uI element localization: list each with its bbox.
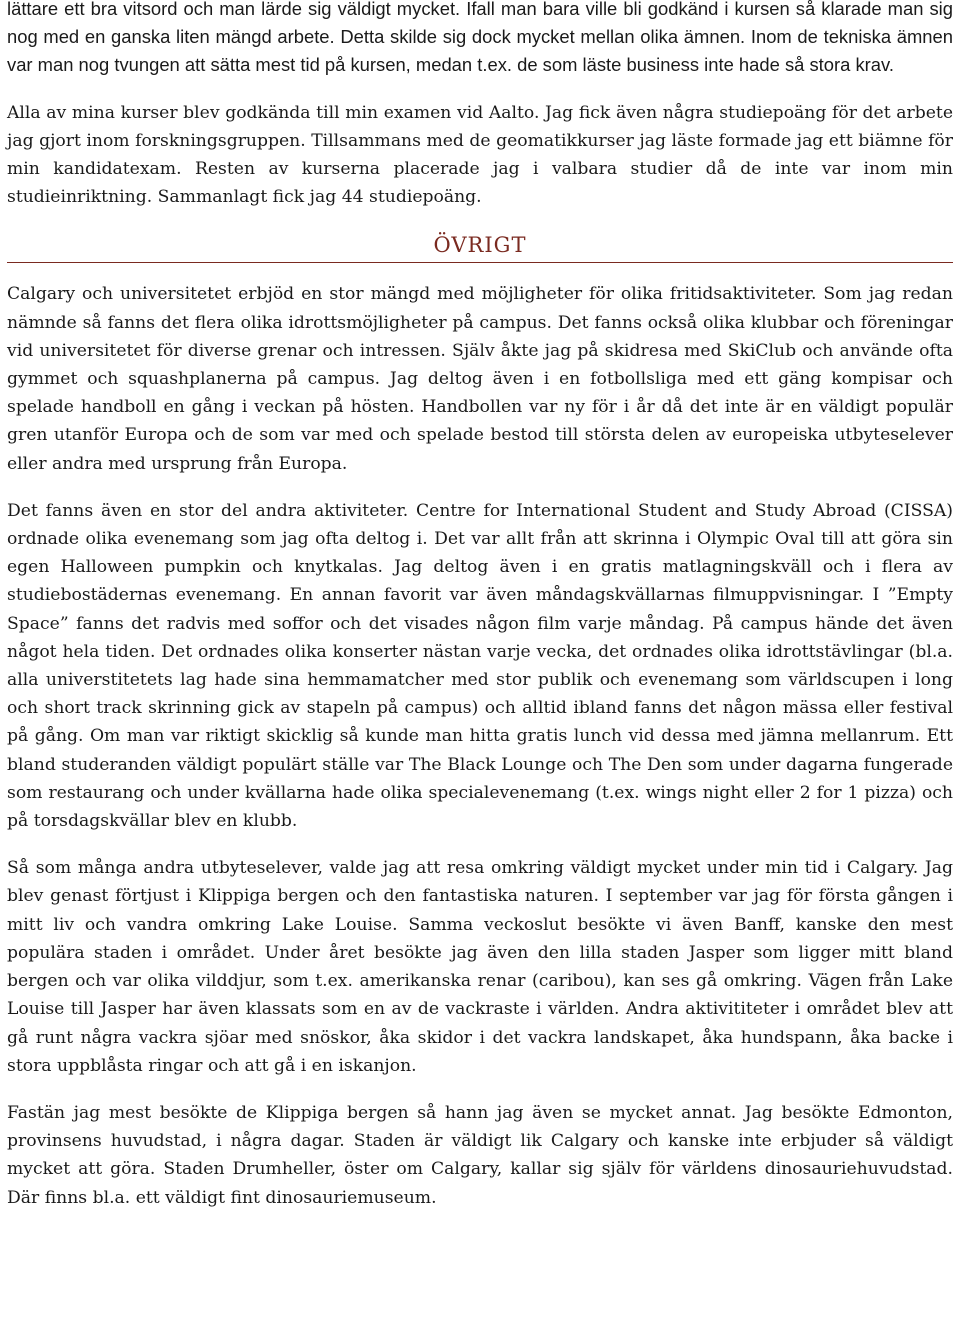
document-page xyxy=(7,0,953,1212)
intro-paragraph: lättare ett bra vitsord och man lärde sig väldigt mycket. Ifall man bara ville bli godkänd i kursen så klarade man sig nog med en ganska liten mängd arbete. Detta skilde sig dock mycket mellan olika ämnen. Inom de tekniska ämnen var man nog tvungen att sätta mest tid på kursen, medan t.ex. de som läste business inte hade så stora krav. xyxy=(7,0,953,76)
body-paragraph-activities: Calgary och universitetet erbjöd en stor mängd med möjligheter för olika fritidsaktiviteter. Som jag redan nämnde så fanns det flera olika idrottsmöjligheter på campus. Det fanns också olika klubbar och föreningar vid universitetet för diverse grenar och intressen. Själv åkte jag på skidresa med SkiClub och använde ofta gymmet och squashplanerna på campus. Jag deltog även i en fotbollsliga med ett gäng kompisar och spelade handboll en gång i veckan på hösten. Handbollen var ny för i år då det inte är en väldigt populär gren utanför Europa och de som var med och spelade bestod till största delen av europeiska utbyteselever eller andra med ursprung från Europa. xyxy=(7,284,953,474)
section-heading: ÖVRIGT xyxy=(433,233,527,258)
body-paragraph-other-travel: Fastän jag mest besökte de Klippiga bergen så hann jag även se mycket annat. Jag besökte Edmonton, provinsens huvudstad, i några dagar. Staden är väldigt lik Calgary och kanske inte erbjuder så väldigt mycket att göra. Staden Drumheller, öster om Calgary, kallar sig själv för världens dinosauriehuvudstad. Där finns bl.a. ett väldigt fint dinosauriemuseum. xyxy=(7,1102,953,1208)
body-paragraph-events: Det fanns även en stor del andra aktiviteter. Centre for International Student and Study Abroad (CISSA) ordnade olika evenemang som jag ofta deltog i. Det var allt från att skrinna i Olympic Oval till att göra sin egen Halloween pumpkin och knytkalas. Jag deltog även i en gratis matlagningskväll och i flera av studiebostädernas evenemang. En annan favorit var även måndagskvällarnas filmuppvisningar. I ”Empty Space” fanns det radvis med soffor och det visades någon film varje måndag. På campus hände det även något hela tiden. Det ordnades olika konserter nästan varje vecka, det ordnades olika idrottstävlingar (bl.a. alla universtitetets lag hade sina hemmamatcher med stor publik och evenemang som världscupen i long och short track skrinning gick av stapeln på campus) och alltid ibland fanns det någon mässa eller festival på gång. Om man var riktigt skicklig så kunde man hitta gratis lunch vid dessa med jämna mellanrum. Ett bland studeranden väldigt populärt ställe var The Black Lounge och The Den som under dagarna fungerade som restaurang och under kvällarna hade olika specialevenemang (t.ex. wings night eller 2 for 1 pizza) och på torsdagskvällar blev en klubb. xyxy=(7,500,953,832)
courses-paragraph: Alla av mina kurser blev godkända till min examen vid Aalto. Jag fick även några studiepoäng för det arbete jag gjort inom forskningsgruppen. Tillsammans med de geomatikkurser jag läste formade jag ett biämne för min kandidatexam. Resten av kurserna placerade jag i valbara studier då de inte var inom min studieinriktning. Sammanlagt fick jag 44 studiepoäng. xyxy=(7,102,953,208)
section-heading-rule xyxy=(7,231,953,263)
body-paragraph-travel: Så som många andra utbyteselever, valde jag att resa omkring väldigt mycket under min tid i Calgary. Jag blev genast förtjust i Klippiga bergen och den fantastiska naturen. I september var jag för första gången i mitt liv och vandra omkring Lake Louise. Samma veckoslut besökte vi även Banff, kanske den mest populära staden i området. Under året besökte jag även den lilla staden Jasper som ligger mitt bland bergen och var olika vilddjur, som t.ex. amerikanska renar (caribou), kan ses gå omkring. Vägen från Lake Louise till Jasper har även klassats som en av de vackraste i världen. Andra aktivititeter i området blev att gå runt några vackra sjöar med snöskor, åka skidor i det vackra landskapet, åka hundspann, åka backe i stora uppblåsta ringar och att gå i en iskanjon. xyxy=(7,858,953,1076)
